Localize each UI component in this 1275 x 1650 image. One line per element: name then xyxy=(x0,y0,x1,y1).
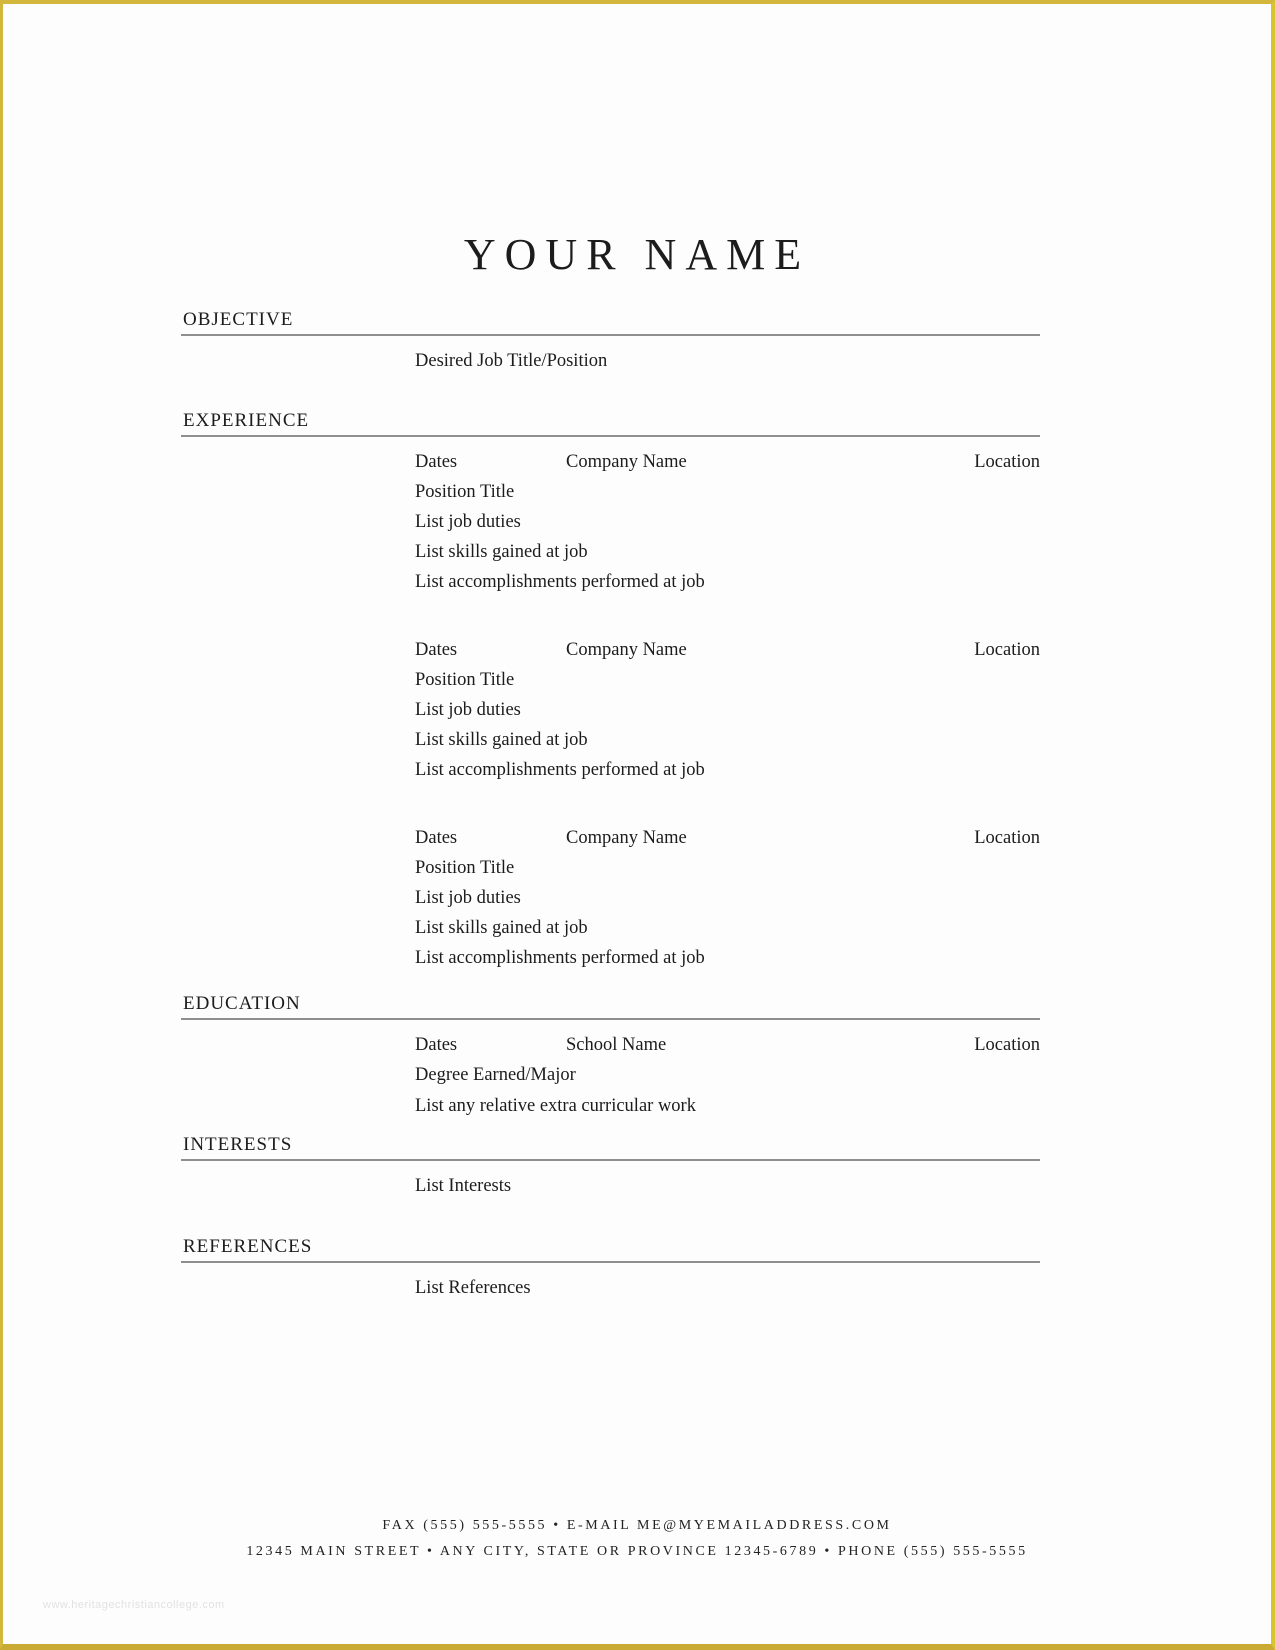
entry-accomplishments: List accomplishments performed at job xyxy=(415,572,705,592)
watermark-text: www.heritagechristiancollege.com xyxy=(43,1599,225,1611)
section-objective xyxy=(181,308,1040,376)
section-interests xyxy=(181,1133,1040,1201)
experience-entry xyxy=(181,823,1040,973)
education-location: Location xyxy=(974,1035,1040,1055)
education-degree: Degree Earned/Major xyxy=(415,1065,576,1085)
entry-accomplishments: List accomplishments performed at job xyxy=(415,948,705,968)
entry-position-title: Position Title xyxy=(415,670,515,690)
interests-heading: INTERESTS xyxy=(183,1134,293,1155)
footer-contact-line-2: 12345 MAIN STREET • ANY CITY, STATE OR PROVINCE 12345-6789 • PHONE (555) 555-5555 xyxy=(246,1544,1028,1559)
objective-line: Desired Job Title/Position xyxy=(415,351,608,371)
section-experience xyxy=(181,409,1040,973)
entry-location: Location xyxy=(974,828,1040,848)
entry-skills: List skills gained at job xyxy=(415,918,588,938)
section-rule xyxy=(181,435,1040,437)
entry-company-name: Company Name xyxy=(566,828,687,848)
entry-skills: List skills gained at job xyxy=(415,730,588,750)
section-references xyxy=(181,1235,1040,1303)
entry-dates: Dates xyxy=(415,640,458,660)
entry-dates: Dates xyxy=(415,452,458,472)
experience-entry-header-row xyxy=(181,447,1040,477)
entry-company-name: Company Name xyxy=(566,452,687,472)
section-education xyxy=(181,992,1040,1122)
entry-dates: Dates xyxy=(415,828,458,848)
entry-company-name: Company Name xyxy=(566,640,687,660)
entry-job-duties: List job duties xyxy=(415,888,521,908)
objective-heading: OBJECTIVE xyxy=(183,309,294,330)
entry-skills: List skills gained at job xyxy=(415,542,588,562)
section-rule xyxy=(181,1159,1040,1161)
education-dates: Dates xyxy=(415,1035,458,1055)
entry-position-title: Position Title xyxy=(415,858,515,878)
entry-accomplishments: List accomplishments performed at job xyxy=(415,760,705,780)
entry-job-duties: List job duties xyxy=(415,700,521,720)
education-heading: EDUCATION xyxy=(183,993,301,1014)
footer-contact-line-1: FAX (555) 555-5555 • E-MAIL ME@MYEMAILADDRESS.COM xyxy=(382,1518,892,1533)
references-line: List References xyxy=(415,1278,531,1298)
experience-entry-header-row xyxy=(181,635,1040,665)
education-header-row xyxy=(181,1030,1040,1060)
references-heading: REFERENCES xyxy=(183,1236,313,1257)
entry-location: Location xyxy=(974,452,1040,472)
education-extra-curricular: List any relative extra curricular work xyxy=(415,1096,696,1116)
section-rule xyxy=(181,334,1040,336)
section-rule xyxy=(181,1018,1040,1020)
entry-position-title: Position Title xyxy=(415,482,515,502)
experience-heading: EXPERIENCE xyxy=(183,410,310,431)
experience-entry xyxy=(181,447,1040,597)
interests-line: List Interests xyxy=(415,1176,512,1196)
entry-job-duties: List job duties xyxy=(415,512,521,532)
experience-entry xyxy=(181,635,1040,785)
entry-location: Location xyxy=(974,640,1040,660)
experience-entry-header-row xyxy=(181,823,1040,853)
page-title: YOUR NAME xyxy=(463,230,811,280)
education-school-name: School Name xyxy=(566,1035,667,1055)
section-rule xyxy=(181,1261,1040,1263)
